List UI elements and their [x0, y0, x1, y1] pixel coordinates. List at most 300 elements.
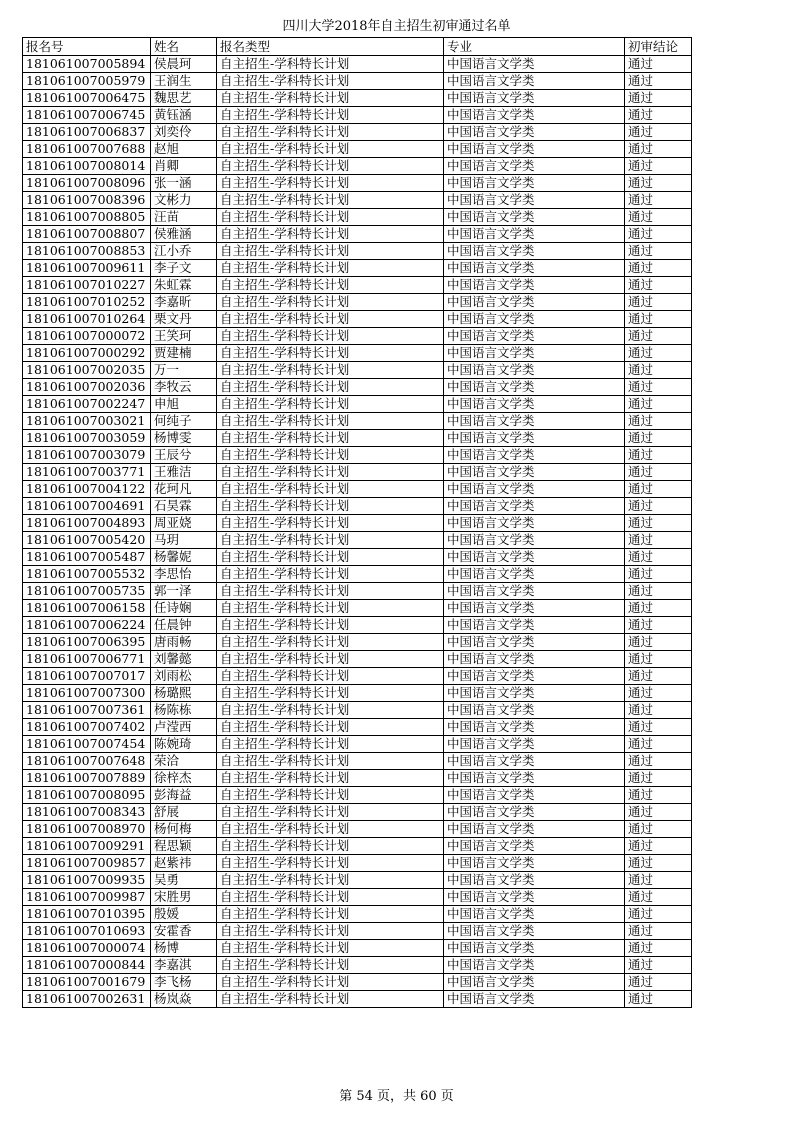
application-type-cell: 自主招生-学科特长计划 [217, 923, 444, 940]
major-cell: 中国语言文学类 [444, 532, 625, 549]
review-result-cell: 通过 [625, 753, 692, 770]
review-result-cell: 通过 [625, 719, 692, 736]
header-registration-number: 报名号 [23, 38, 151, 56]
application-type-cell: 自主招生-学科特长计划 [217, 770, 444, 787]
name-cell: 李飞杨 [151, 974, 217, 991]
application-type-cell: 自主招生-学科特长计划 [217, 889, 444, 906]
review-result-cell: 通过 [625, 617, 692, 634]
review-result-cell: 通过 [625, 906, 692, 923]
registration-number-cell: 181061007007402 [23, 719, 151, 736]
major-cell: 中国语言文学类 [444, 804, 625, 821]
major-cell: 中国语言文学类 [444, 515, 625, 532]
name-cell: 王雅洁 [151, 464, 217, 481]
name-cell: 石昊霖 [151, 498, 217, 515]
table-row [23, 634, 692, 651]
table-row [23, 821, 692, 838]
table-row [23, 73, 692, 90]
name-cell: 杨岚焱 [151, 991, 217, 1008]
application-type-cell: 自主招生-学科特长计划 [217, 107, 444, 124]
major-cell: 中国语言文学类 [444, 549, 625, 566]
review-result-cell: 通过 [625, 923, 692, 940]
application-type-cell: 自主招生-学科特长计划 [217, 668, 444, 685]
registration-number-cell: 181061007007889 [23, 770, 151, 787]
table-row [23, 685, 692, 702]
review-result-cell: 通过 [625, 141, 692, 158]
registration-number-cell: 181061007009857 [23, 855, 151, 872]
name-cell: 彭海益 [151, 787, 217, 804]
review-result-cell: 通过 [625, 515, 692, 532]
major-cell: 中国语言文学类 [444, 787, 625, 804]
registration-number-cell: 181061007001679 [23, 974, 151, 991]
major-cell: 中国语言文学类 [444, 56, 625, 73]
name-cell: 杨馨妮 [151, 549, 217, 566]
application-type-cell: 自主招生-学科特长计划 [217, 804, 444, 821]
application-type-cell: 自主招生-学科特长计划 [217, 413, 444, 430]
major-cell: 中国语言文学类 [444, 583, 625, 600]
name-cell: 杨博 [151, 940, 217, 957]
review-result-cell: 通过 [625, 957, 692, 974]
name-cell: 汪苗 [151, 209, 217, 226]
major-cell: 中国语言文学类 [444, 294, 625, 311]
review-result-cell: 通过 [625, 855, 692, 872]
major-cell: 中国语言文学类 [444, 277, 625, 294]
application-type-cell: 自主招生-学科特长计划 [217, 192, 444, 209]
application-type-cell: 自主招生-学科特长计划 [217, 345, 444, 362]
registration-number-cell: 181061007008014 [23, 158, 151, 175]
name-cell: 周亚娆 [151, 515, 217, 532]
application-type-cell: 自主招生-学科特长计划 [217, 141, 444, 158]
name-cell: 申旭 [151, 396, 217, 413]
name-cell: 侯雅涵 [151, 226, 217, 243]
major-cell: 中国语言文学类 [444, 209, 625, 226]
name-cell: 王润生 [151, 73, 217, 90]
application-type-cell: 自主招生-学科特长计划 [217, 124, 444, 141]
registration-number-cell: 181061007004691 [23, 498, 151, 515]
table-row [23, 617, 692, 634]
registration-number-cell: 181061007008095 [23, 787, 151, 804]
table-row [23, 447, 692, 464]
major-cell: 中国语言文学类 [444, 566, 625, 583]
table-row [23, 719, 692, 736]
review-result-cell: 通过 [625, 107, 692, 124]
table-row [23, 889, 692, 906]
table-row [23, 277, 692, 294]
review-result-cell: 通过 [625, 634, 692, 651]
registration-number-cell: 181061007009935 [23, 872, 151, 889]
name-cell: 杨陈栋 [151, 702, 217, 719]
application-type-cell: 自主招生-学科特长计划 [217, 311, 444, 328]
table-header-row [23, 38, 692, 56]
table-row [23, 192, 692, 209]
registration-number-cell: 181061007002035 [23, 362, 151, 379]
major-cell: 中国语言文学类 [444, 311, 625, 328]
table-row [23, 736, 692, 753]
registration-number-cell: 181061007005735 [23, 583, 151, 600]
table-row [23, 175, 692, 192]
review-result-cell: 通过 [625, 872, 692, 889]
table-row [23, 787, 692, 804]
review-result-cell: 通过 [625, 651, 692, 668]
table-row [23, 770, 692, 787]
table-row [23, 56, 692, 73]
table-row [23, 532, 692, 549]
registration-number-cell: 181061007002631 [23, 991, 151, 1008]
review-result-cell: 通过 [625, 124, 692, 141]
table-row [23, 209, 692, 226]
registration-number-cell: 181061007007688 [23, 141, 151, 158]
registration-number-cell: 181061007000292 [23, 345, 151, 362]
review-result-cell: 通过 [625, 294, 692, 311]
registration-number-cell: 181061007007648 [23, 753, 151, 770]
table-row [23, 974, 692, 991]
table-row [23, 260, 692, 277]
registration-number-cell: 181061007000074 [23, 940, 151, 957]
application-type-cell: 自主招生-学科特长计划 [217, 821, 444, 838]
table-row [23, 702, 692, 719]
name-cell: 黄钰涵 [151, 107, 217, 124]
name-cell: 花珂凡 [151, 481, 217, 498]
name-cell: 栗文丹 [151, 311, 217, 328]
application-type-cell: 自主招生-学科特长计划 [217, 685, 444, 702]
page-title: 四川大学2018年自主招生初审通过名单 [282, 19, 511, 34]
major-cell: 中国语言文学类 [444, 940, 625, 957]
major-cell: 中国语言文学类 [444, 889, 625, 906]
review-result-cell: 通过 [625, 209, 692, 226]
name-cell: 赵紫祎 [151, 855, 217, 872]
name-cell: 唐雨畅 [151, 634, 217, 651]
major-cell: 中国语言文学类 [444, 855, 625, 872]
application-type-cell: 自主招生-学科特长计划 [217, 600, 444, 617]
review-result-cell: 通过 [625, 277, 692, 294]
header-application-type: 报名类型 [217, 38, 444, 56]
name-cell: 王笑珂 [151, 328, 217, 345]
table-row [23, 430, 692, 447]
registration-number-cell: 181061007000844 [23, 957, 151, 974]
name-cell: 任晨钟 [151, 617, 217, 634]
registration-number-cell: 181061007009611 [23, 260, 151, 277]
review-result-cell: 通过 [625, 430, 692, 447]
registration-number-cell: 181061007002036 [23, 379, 151, 396]
major-cell: 中国语言文学类 [444, 974, 625, 991]
review-result-cell: 通过 [625, 889, 692, 906]
application-type-cell: 自主招生-学科特长计划 [217, 498, 444, 515]
registration-number-cell: 181061007006837 [23, 124, 151, 141]
review-result-cell: 通过 [625, 447, 692, 464]
review-result-cell: 通过 [625, 345, 692, 362]
table-row [23, 872, 692, 889]
application-type-cell: 自主招生-学科特长计划 [217, 736, 444, 753]
major-cell: 中国语言文学类 [444, 991, 625, 1008]
review-result-cell: 通过 [625, 838, 692, 855]
review-result-cell: 通过 [625, 481, 692, 498]
header-name: 姓名 [151, 38, 217, 56]
page-footer: 第 54 页，共 60 页 [339, 1089, 454, 1104]
review-result-cell: 通过 [625, 175, 692, 192]
review-result-cell: 通过 [625, 396, 692, 413]
major-cell: 中国语言文学类 [444, 906, 625, 923]
table-row [23, 481, 692, 498]
registration-number-cell: 181061007010227 [23, 277, 151, 294]
review-result-cell: 通过 [625, 685, 692, 702]
review-result-cell: 通过 [625, 940, 692, 957]
registration-number-cell: 181061007007454 [23, 736, 151, 753]
major-cell: 中国语言文学类 [444, 328, 625, 345]
table-row [23, 515, 692, 532]
review-result-cell: 通过 [625, 311, 692, 328]
registration-number-cell: 181061007007300 [23, 685, 151, 702]
review-result-cell: 通过 [625, 770, 692, 787]
name-cell: 徐梓杰 [151, 770, 217, 787]
registration-number-cell: 181061007010693 [23, 923, 151, 940]
application-type-cell: 自主招生-学科特长计划 [217, 430, 444, 447]
review-result-cell: 通过 [625, 413, 692, 430]
registration-number-cell: 181061007009291 [23, 838, 151, 855]
registration-number-cell: 181061007006745 [23, 107, 151, 124]
name-cell: 刘馨懿 [151, 651, 217, 668]
registration-number-cell: 181061007005487 [23, 549, 151, 566]
name-cell: 侯晨珂 [151, 56, 217, 73]
major-cell: 中国语言文学类 [444, 838, 625, 855]
major-cell: 中国语言文学类 [444, 226, 625, 243]
name-cell: 李子文 [151, 260, 217, 277]
application-type-cell: 自主招生-学科特长计划 [217, 294, 444, 311]
application-type-cell: 自主招生-学科特长计划 [217, 566, 444, 583]
registration-number-cell: 181061007002247 [23, 396, 151, 413]
name-cell: 安霍香 [151, 923, 217, 940]
table-row [23, 328, 692, 345]
review-result-cell: 通过 [625, 702, 692, 719]
major-cell: 中国语言文学类 [444, 872, 625, 889]
table-row [23, 379, 692, 396]
review-result-cell: 通过 [625, 804, 692, 821]
major-cell: 中国语言文学类 [444, 345, 625, 362]
application-type-cell: 自主招生-学科特长计划 [217, 974, 444, 991]
registration-number-cell: 181061007008853 [23, 243, 151, 260]
name-cell: 任诗娴 [151, 600, 217, 617]
major-cell: 中国语言文学类 [444, 447, 625, 464]
application-type-cell: 自主招生-学科特长计划 [217, 260, 444, 277]
table-row [23, 226, 692, 243]
table-row [23, 991, 692, 1008]
admission-table [22, 37, 692, 1008]
table-row [23, 549, 692, 566]
table-row [23, 923, 692, 940]
major-cell: 中国语言文学类 [444, 396, 625, 413]
application-type-cell: 自主招生-学科特长计划 [217, 90, 444, 107]
registration-number-cell: 181061007007361 [23, 702, 151, 719]
application-type-cell: 自主招生-学科特长计划 [217, 583, 444, 600]
application-type-cell: 自主招生-学科特长计划 [217, 158, 444, 175]
name-cell: 刘奕伶 [151, 124, 217, 141]
major-cell: 中国语言文学类 [444, 651, 625, 668]
table-row [23, 464, 692, 481]
major-cell: 中国语言文学类 [444, 634, 625, 651]
name-cell: 宋胜男 [151, 889, 217, 906]
application-type-cell: 自主招生-学科特长计划 [217, 872, 444, 889]
review-result-cell: 通过 [625, 464, 692, 481]
major-cell: 中国语言文学类 [444, 923, 625, 940]
application-type-cell: 自主招生-学科特长计划 [217, 175, 444, 192]
application-type-cell: 自主招生-学科特长计划 [217, 634, 444, 651]
table-row [23, 566, 692, 583]
name-cell: 王辰兮 [151, 447, 217, 464]
major-cell: 中国语言文学类 [444, 260, 625, 277]
review-result-cell: 通过 [625, 56, 692, 73]
review-result-cell: 通过 [625, 532, 692, 549]
table-row [23, 362, 692, 379]
name-cell: 贾建楠 [151, 345, 217, 362]
table-row [23, 855, 692, 872]
application-type-cell: 自主招生-学科特长计划 [217, 906, 444, 923]
registration-number-cell: 181061007010252 [23, 294, 151, 311]
review-result-cell: 通过 [625, 379, 692, 396]
application-type-cell: 自主招生-学科特长计划 [217, 73, 444, 90]
name-cell: 李思怡 [151, 566, 217, 583]
major-cell: 中国语言文学类 [444, 753, 625, 770]
table-row [23, 651, 692, 668]
registration-number-cell: 181061007006771 [23, 651, 151, 668]
major-cell: 中国语言文学类 [444, 158, 625, 175]
major-cell: 中国语言文学类 [444, 770, 625, 787]
table-row [23, 90, 692, 107]
application-type-cell: 自主招生-学科特长计划 [217, 515, 444, 532]
table-row [23, 600, 692, 617]
application-type-cell: 自主招生-学科特长计划 [217, 396, 444, 413]
review-result-cell: 通过 [625, 991, 692, 1008]
application-type-cell: 自主招生-学科特长计划 [217, 481, 444, 498]
major-cell: 中国语言文学类 [444, 107, 625, 124]
name-cell: 马玥 [151, 532, 217, 549]
major-cell: 中国语言文学类 [444, 668, 625, 685]
review-result-cell: 通过 [625, 498, 692, 515]
table-row [23, 583, 692, 600]
major-cell: 中国语言文学类 [444, 124, 625, 141]
major-cell: 中国语言文学类 [444, 379, 625, 396]
table-row [23, 124, 692, 141]
major-cell: 中国语言文学类 [444, 175, 625, 192]
name-cell: 陈婉琦 [151, 736, 217, 753]
application-type-cell: 自主招生-学科特长计划 [217, 379, 444, 396]
application-type-cell: 自主招生-学科特长计划 [217, 328, 444, 345]
registration-number-cell: 181061007005894 [23, 56, 151, 73]
registration-number-cell: 181061007005420 [23, 532, 151, 549]
major-cell: 中国语言文学类 [444, 719, 625, 736]
registration-number-cell: 181061007004893 [23, 515, 151, 532]
table-row [23, 158, 692, 175]
name-cell: 张一涵 [151, 175, 217, 192]
application-type-cell: 自主招生-学科特长计划 [217, 209, 444, 226]
table-body [23, 56, 692, 1008]
major-cell: 中国语言文学类 [444, 702, 625, 719]
registration-number-cell: 181061007007017 [23, 668, 151, 685]
major-cell: 中国语言文学类 [444, 498, 625, 515]
registration-number-cell: 181061007003021 [23, 413, 151, 430]
review-result-cell: 通过 [625, 362, 692, 379]
name-cell: 肖卿 [151, 158, 217, 175]
application-type-cell: 自主招生-学科特长计划 [217, 855, 444, 872]
application-type-cell: 自主招生-学科特长计划 [217, 532, 444, 549]
table-row [23, 107, 692, 124]
major-cell: 中国语言文学类 [444, 617, 625, 634]
name-cell: 何纯子 [151, 413, 217, 430]
major-cell: 中国语言文学类 [444, 464, 625, 481]
major-cell: 中国语言文学类 [444, 413, 625, 430]
review-result-cell: 通过 [625, 260, 692, 277]
application-type-cell: 自主招生-学科特长计划 [217, 447, 444, 464]
review-result-cell: 通过 [625, 226, 692, 243]
header-major: 专业 [444, 38, 625, 56]
application-type-cell: 自主招生-学科特长计划 [217, 991, 444, 1008]
registration-number-cell: 181061007003771 [23, 464, 151, 481]
name-cell: 杨博雯 [151, 430, 217, 447]
name-cell: 杨何梅 [151, 821, 217, 838]
table-row [23, 141, 692, 158]
table-row [23, 294, 692, 311]
major-cell: 中国语言文学类 [444, 73, 625, 90]
name-cell: 李牧云 [151, 379, 217, 396]
major-cell: 中国语言文学类 [444, 430, 625, 447]
review-result-cell: 通过 [625, 583, 692, 600]
application-type-cell: 自主招生-学科特长计划 [217, 753, 444, 770]
name-cell: 舒展 [151, 804, 217, 821]
application-type-cell: 自主招生-学科特长计划 [217, 362, 444, 379]
name-cell: 李嘉淇 [151, 957, 217, 974]
review-result-cell: 通过 [625, 549, 692, 566]
table-row [23, 396, 692, 413]
name-cell: 魏思艺 [151, 90, 217, 107]
table-row [23, 413, 692, 430]
major-cell: 中国语言文学类 [444, 90, 625, 107]
table-row [23, 753, 692, 770]
major-cell: 中国语言文学类 [444, 736, 625, 753]
major-cell: 中国语言文学类 [444, 957, 625, 974]
application-type-cell: 自主招生-学科特长计划 [217, 617, 444, 634]
table-row [23, 243, 692, 260]
table-row [23, 838, 692, 855]
application-type-cell: 自主招生-学科特长计划 [217, 651, 444, 668]
table-row [23, 668, 692, 685]
registration-number-cell: 181061007008805 [23, 209, 151, 226]
name-cell: 程思颖 [151, 838, 217, 855]
name-cell: 杨璐熙 [151, 685, 217, 702]
application-type-cell: 自主招生-学科特长计划 [217, 719, 444, 736]
major-cell: 中国语言文学类 [444, 362, 625, 379]
table-row [23, 940, 692, 957]
major-cell: 中国语言文学类 [444, 685, 625, 702]
registration-number-cell: 181061007004122 [23, 481, 151, 498]
application-type-cell: 自主招生-学科特长计划 [217, 702, 444, 719]
name-cell: 朱虹霖 [151, 277, 217, 294]
application-type-cell: 自主招生-学科特长计划 [217, 549, 444, 566]
header-review-result: 初审结论 [625, 38, 692, 56]
table-row [23, 957, 692, 974]
registration-number-cell: 181061007008343 [23, 804, 151, 821]
name-cell: 吴勇 [151, 872, 217, 889]
review-result-cell: 通过 [625, 668, 692, 685]
registration-number-cell: 181061007006475 [23, 90, 151, 107]
major-cell: 中国语言文学类 [444, 141, 625, 158]
application-type-cell: 自主招生-学科特长计划 [217, 787, 444, 804]
table-row [23, 311, 692, 328]
registration-number-cell: 181061007008970 [23, 821, 151, 838]
review-result-cell: 通过 [625, 192, 692, 209]
name-cell: 卢滢西 [151, 719, 217, 736]
registration-number-cell: 181061007006395 [23, 634, 151, 651]
review-result-cell: 通过 [625, 787, 692, 804]
registration-number-cell: 181061007010264 [23, 311, 151, 328]
registration-number-cell: 181061007003079 [23, 447, 151, 464]
registration-number-cell: 181061007008396 [23, 192, 151, 209]
